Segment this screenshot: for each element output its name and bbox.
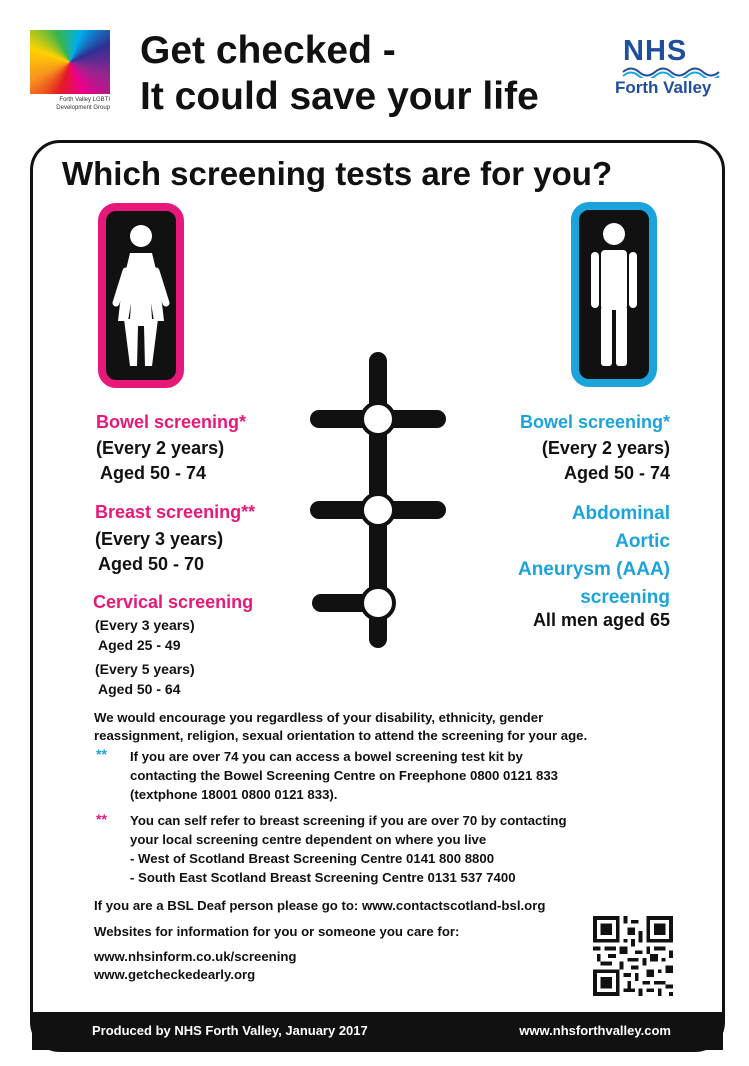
website-link-getcheckedearly[interactable]: www.getcheckedearly.org [94,967,256,982]
women-breast-title: Breast screening** [95,502,256,522]
men-aaa-line-2: Aortic [615,531,670,552]
female-figure-icon [106,211,176,380]
women-cervical-frequency-1: (Every 3 years) [95,617,195,633]
footer-website-link[interactable]: www.nhsforthvalley.com [519,1023,671,1038]
male-sign [571,202,657,387]
female-sign [98,203,184,388]
note-2-marker: ** [96,811,107,827]
men-aaa-line-4: screening [580,587,670,608]
timeline-node-breast [362,494,394,526]
women-cervical-title: Cervical screening [93,592,254,612]
men-bowel-ages: Aged 50 - 74 [563,463,670,483]
women-bowel-frequency: (Every 2 years) [96,438,225,458]
men-aaa-line-1: Abdominal [571,503,670,524]
note-2-line-1: You can self refer to breast screening if you are over 70 by contacting [130,813,567,828]
nhs-logo [615,36,730,98]
qr-code-icon[interactable] [593,916,673,996]
screening-timeline [300,350,460,650]
note-1-line-3: (textphone 18001 0800 0121 833). [130,787,338,802]
rainbow-logo-icon [30,30,110,94]
footer-produced-by: Produced by NHS Forth Valley, January 2017 [92,1023,368,1038]
men-bowel-title: Bowel screening* [519,412,670,432]
men-aaa-line-3: Aneurysm (AAA) [517,559,670,580]
women-bowel-title: Bowel screening* [96,412,247,432]
timeline-node-bowel [362,403,394,435]
headline [140,28,539,120]
wave-icon [621,66,721,78]
women-cervical-ages-2: Aged 50 - 64 [98,681,181,697]
footer-bar [32,1012,723,1050]
women-breast-frequency: (Every 3 years) [95,529,224,549]
women-cervical-ages-1: Aged 25 - 49 [98,637,181,653]
website-link-nhsinform[interactable]: www.nhsinform.co.uk/screening [94,949,297,964]
men-aaa-ages: All men aged 65 [532,610,670,630]
male-figure-icon [579,210,649,379]
women-cervical-frequency-2: (Every 5 years) [95,661,195,677]
note-2-line-4: - South East Scotland Breast Screening Centre 0131 537 7400 [130,870,516,885]
note-2-line-2: your local screening centre dependent on where you live [130,832,487,847]
timeline-node-cervical [362,587,394,619]
note-1-line-1: If you are over 74 you can access a bowel screening test kit by [130,749,523,764]
lgbti-logo-text: Forth Valley LGBTI Development Group [56,97,110,111]
note-1-marker: ** [96,746,107,762]
encourage-line-2: reassignment, religion, sexual orientation to attend the screening for your age. [94,728,588,743]
bsl-link-text[interactable]: If you are a BSL Deaf person please go to: www.contactscotland-bsl.org [94,898,546,913]
women-bowel-ages: Aged 50 - 74 [100,463,207,483]
note-1-line-2: contacting the Bowel Screening Centre on Freephone 0800 0121 833 [130,768,558,783]
men-bowel-frequency: (Every 2 years) [541,438,670,458]
note-2-line-3: - West of Scotland Breast Screening Centre 0141 800 8800 [130,851,495,866]
lgbti-group-logo [30,30,112,122]
headline-line-2: It could save your life [140,75,539,118]
websites-intro: Websites for information for you or someone you care for: [94,924,460,939]
headline-line-1: Get checked - [140,29,396,72]
nhs-region-name: Forth Valley [615,78,712,97]
panel-title: Which screening tests are for you? [62,155,613,192]
women-breast-ages: Aged 50 - 70 [98,554,205,574]
nhs-logo-text: NHS [623,35,688,67]
men-aaa-title [460,500,670,612]
encourage-line-1: We would encourage you regardless of your disability, ethnicity, gender [94,710,544,725]
